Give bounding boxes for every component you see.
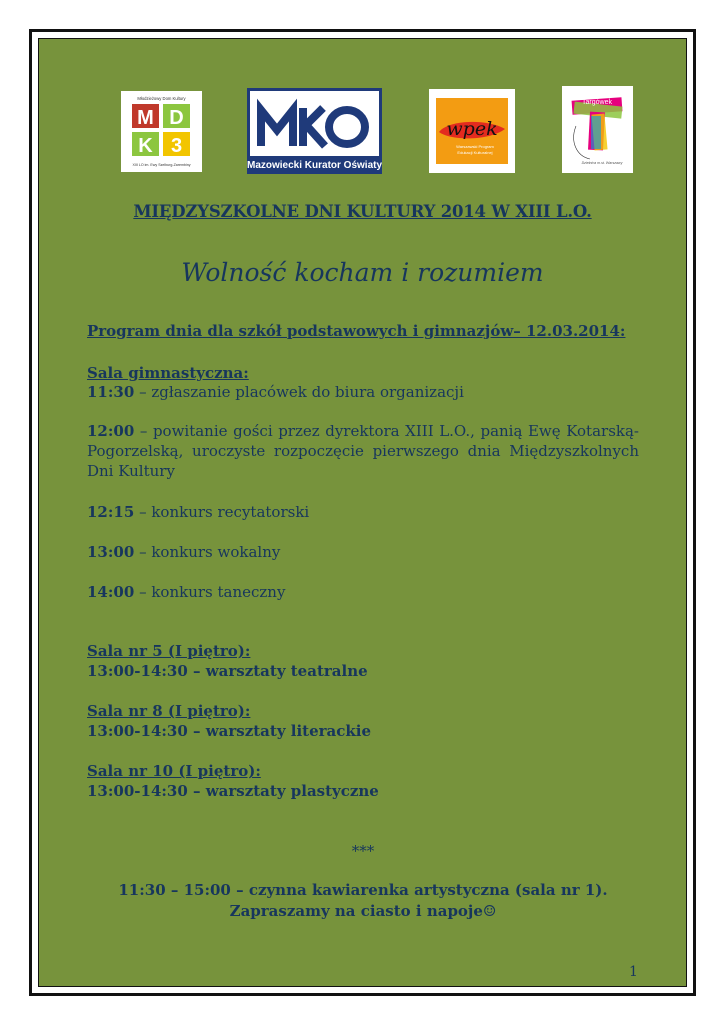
schedule-item [87,382,639,402]
targowek-label: Targówek [582,99,612,106]
mdk-logo-bottom-text: XIII LO im. Ewy Szelburg-Zarembiny [132,163,191,167]
schedule-text: – zgłaszanie placówek do biura organizacji [134,383,464,401]
section-separator: *** [351,842,375,860]
mdk-logo [121,91,202,172]
event-subtitle: Wolność kocham i rozumiem [181,258,544,287]
mdk-tile-m: M [137,107,154,129]
schedule-text: – konkurs recytatorski [134,503,310,521]
schedule-text: – konkurs wokalny [134,543,281,561]
schedule-time: 13:00 [87,543,135,561]
wpek-caption-2: Edukacji Kulturalnej [457,150,493,155]
targowek-caption: Dzielnica m.st. Warszawy [581,161,623,165]
mko-logo [247,88,382,174]
schedule-item [87,542,639,562]
mdk-tile-3: 3 [170,135,183,157]
workshop-schedule: 13:00-14:30 – warsztaty teatralne [87,662,368,680]
page-number: 1 [629,964,638,980]
hall-name: Sala gimnastyczna: [87,364,249,382]
schedule-time: 12:00 [87,422,135,440]
workshop-schedule: 13:00-14:30 – warsztaty plastyczne [87,782,379,800]
wpek-mark: wpek [446,118,498,140]
schedule-time: 11:30 [87,383,135,401]
program-heading: Program dnia dla szkół podstawowych i gimnazjów– 12.03.2014: [87,322,626,340]
schedule-time: 14:00 [87,583,135,601]
targowek-logo [562,86,633,173]
schedule-text: – powitanie gości przez dyrektora XIII L.O., panią Ewę Kotarską-Pogorzelską, uroczyste rozpoczęcie pierwszego dnia Międzyszkolnych Dni Kultury [87,422,639,480]
workshop-room: Sala nr 8 (I piętro): [87,702,251,720]
wpek-logo [429,89,515,173]
mdk-logo-top-text: Młodzieżowy Dom Kultury [137,96,186,101]
cafe-notice: 11:30 – 15:00 – czynna kawiarenka artystyczna (sala nr 1). [118,881,608,899]
wpek-caption-1: Warszawski Program [456,144,494,149]
schedule-time: 12:15 [87,503,135,521]
workshop-room: Sala nr 5 (I piętro): [87,642,251,660]
schedule-text: – konkurs taneczny [134,583,286,601]
mdk-tile-d: D [169,107,184,129]
event-title: MIĘDZYSZKOLNE DNI KULTURY 2014 W XIII L.O. [133,202,592,221]
mko-caption: Mazowiecki Kurator Oświaty [247,160,382,171]
invitation-line: Zapraszamy na ciasto i napoje☺ [229,902,497,920]
mdk-tile-k: K [138,135,153,157]
workshop-room: Sala nr 10 (I piętro): [87,762,261,780]
schedule-item [87,502,639,522]
schedule-item [87,421,639,481]
schedule-item [87,582,639,602]
workshop-schedule: 13:00-14:30 – warsztaty literackie [87,722,372,740]
